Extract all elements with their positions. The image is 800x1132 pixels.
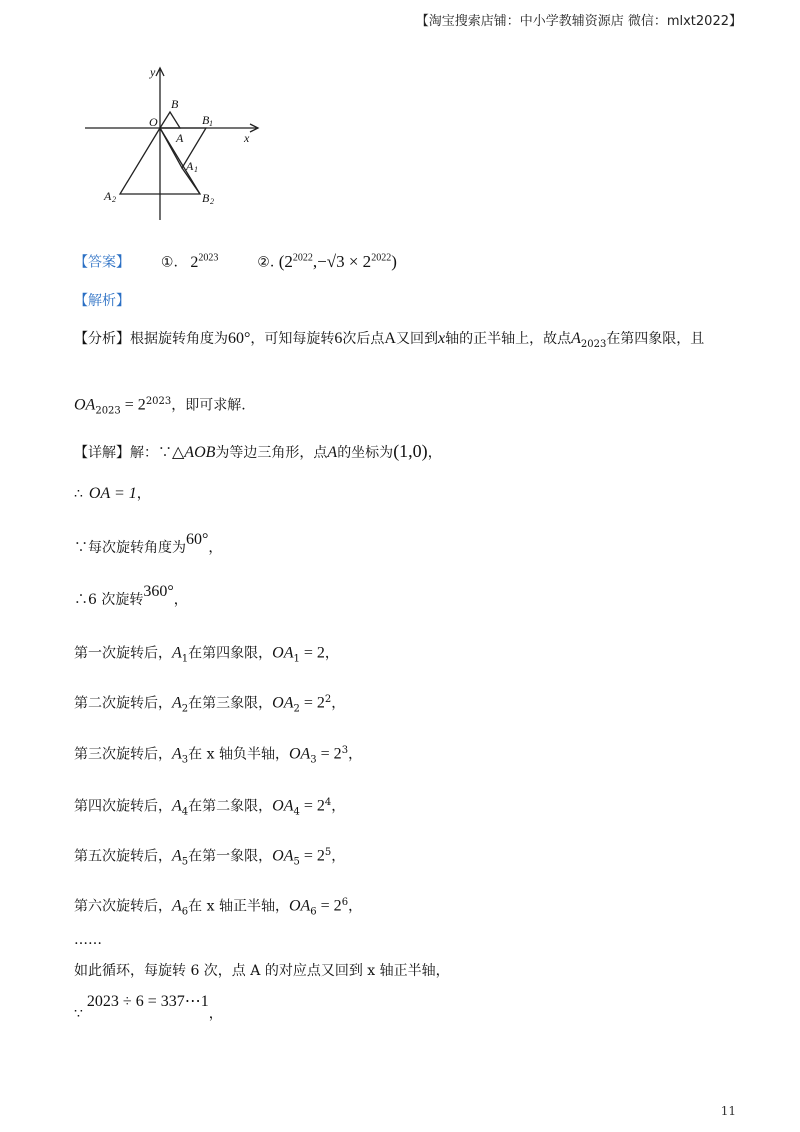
analysis-label: 【解析】 bbox=[74, 293, 130, 309]
label-a: A bbox=[176, 131, 184, 145]
label-x: x bbox=[244, 131, 250, 145]
label-a1-sub: 1 bbox=[194, 165, 198, 174]
rotation-2: 第二次旋转后，$A_2$在第三象限，$OA_2 = 2^2$， bbox=[74, 694, 346, 715]
page-number: 11 bbox=[720, 1104, 736, 1118]
geometry-figure bbox=[80, 62, 270, 222]
answer-label: 【答案】 bbox=[74, 254, 130, 271]
analysis-line-1: 【分析】根据旋转角度为60°，可知每旋转6次后点A又回到x轴的正半轴上，故点$A_{2023}$在第四象限，且 bbox=[74, 330, 705, 350]
cycle-line: 如此循环，每旋转 6 次，点 A 的对应点又回到 x 轴正半轴， bbox=[74, 963, 450, 979]
ellipsis: …… bbox=[74, 932, 102, 948]
label-b2: B bbox=[202, 191, 210, 205]
label-b1: B bbox=[202, 113, 210, 127]
oa-equals-one: ∴ OA = 1， bbox=[74, 485, 151, 502]
label-b2-sub: 2 bbox=[210, 197, 214, 206]
rotation-5: 第五次旋转后，$A_5$在第一象限，$OA_5 = 2^5$， bbox=[74, 847, 346, 868]
triangle-aob bbox=[160, 112, 180, 128]
label-b: B bbox=[171, 97, 179, 111]
answer-num1: ①. bbox=[160, 254, 178, 271]
answer-1: $2^{2023}$ bbox=[190, 252, 219, 271]
label-a2-sub: 2 bbox=[112, 195, 116, 204]
answer-num2: ②. bbox=[257, 254, 275, 271]
rotation-3: 第三次旋转后，$A_3$在 x 轴负半轴，$OA_3 = 2^3$， bbox=[74, 745, 363, 766]
six-rotations-line: ∴6 次旋转360°， bbox=[74, 583, 188, 608]
rotation-angle-line: ∵每次旋转角度为60°， bbox=[74, 531, 223, 556]
label-b1-sub: 1 bbox=[209, 119, 213, 128]
label-a2: A bbox=[104, 189, 112, 203]
rotation-1: 第一次旋转后，$A_1$在第四象限，$OA_1 = 2$， bbox=[74, 644, 339, 665]
answer-line bbox=[74, 248, 397, 273]
detail-line: 【详解】解：∵△AOB为等边三角形，点A的坐标为(1,0)， bbox=[74, 441, 442, 461]
analysis-line-2: $OA_{2023} = 2^{2023}$，即可求解. bbox=[74, 396, 246, 417]
rotation-6: 第六次旋转后，$A_6$在 x 轴正半轴，$OA_6 = 2^6$， bbox=[74, 897, 363, 918]
label-a1: A bbox=[186, 159, 194, 173]
label-y: y bbox=[150, 65, 156, 79]
division-line: ∵2023 ÷ 6 = 337⋯1， bbox=[74, 993, 223, 1022]
page-header: 【淘宝搜索店铺：中小学教辅资源店 微信：mlxt2022】 bbox=[415, 14, 742, 29]
answer-2: $(2^{2022},-√3 \times 2^{2022})$ bbox=[278, 251, 397, 271]
rotation-4: 第四次旋转后，$A_4$在第二象限，$OA_4 = 2^4$， bbox=[74, 797, 346, 818]
label-o: O bbox=[149, 115, 158, 129]
